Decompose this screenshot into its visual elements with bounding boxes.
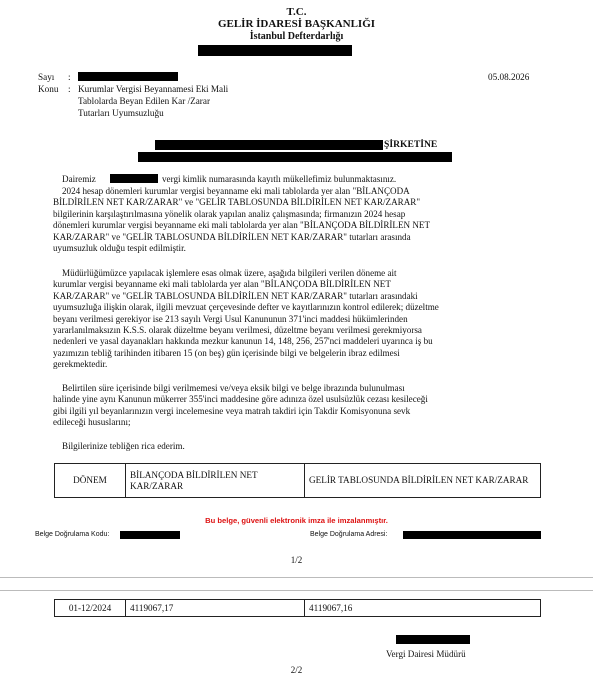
document-date: 05.08.2026	[488, 72, 530, 82]
konu-line: Tablolarda Beyan Edilen Kar /Zarar	[78, 96, 211, 106]
paragraph-2	[53, 268, 538, 371]
closing-sentence: Bilgilerinize tebliğen rica ederim.	[62, 441, 185, 451]
col-header-bilanco: BİLANÇODA BİLDİRİLEN NET KAR/ZARAR	[126, 464, 305, 498]
paragraph-1	[53, 186, 538, 254]
signer-title: Vergi Dairesi Müdürü	[386, 649, 466, 659]
text-line: gibi ilgili yıl beyanlarınızın vergi incelemesine veya matrah takdiri için Takdir Komisyonuna sevk	[53, 405, 411, 416]
text-line: beyanı verilmesi gerekiyor ise 213 sayılı Vergi Usul Kanununun 371'inci maddesi hükümlerinden	[53, 313, 408, 324]
text-line: KAR/ZARAR" ve "GELİR TABLOSUNDA BİLDİRİLEN NET KAR/ZARAR" tutarları arasında	[53, 231, 411, 242]
page-number-1: 1/2	[290, 555, 303, 565]
redacted-verification-code	[120, 531, 180, 539]
cell-gelir: 4119067,16	[305, 600, 541, 617]
col-header-gelir: GELİR TABLOSUNDA BİLDİRİLEN NET KAR/ZARAR	[305, 464, 541, 498]
konu-line: Tutarları Uyumsuzluğu	[78, 108, 164, 118]
text-line: halinde yine aynı Kanunun mükerrer 355'inci maddesine göre adınıza özel usulsüzlük cezası kesileceği	[53, 394, 428, 405]
verification-address-label: Belge Doğrulama Adresi:	[310, 531, 388, 538]
page-number-2: 2/2	[290, 665, 303, 675]
header-department: İstanbul Defterdarlığı	[249, 31, 344, 42]
sayi-label: Sayı	[38, 72, 55, 82]
text-line: Belirtilen süre içerisinde bilgi verilmemesi ve/veya eksik bilgi ve belge ibrazında bulunulması	[62, 383, 405, 393]
redacted-company	[155, 140, 383, 150]
redacted-sayi	[78, 72, 178, 81]
text-line: 2024 hesap dönemleri kurumlar vergisi beyanname eki mali tablolarda yer alan "BİLANÇODA	[62, 186, 410, 196]
text-line: edileceği hususlarını;	[53, 417, 131, 428]
text-line: Müdürlüğümüzce yapılacak işlemlere esas olmak üzere, aşağıda bilgileri verilen döneme ait	[62, 268, 397, 278]
col-header-donem: DÖNEM	[55, 464, 126, 498]
text-line: kurumlar vergisi beyanname eki mali tablolarda yer alan "BİLANÇODA BİLDİRİLEN NET	[53, 279, 391, 290]
page-divider	[0, 590, 593, 591]
redacted-signer-name	[396, 635, 470, 644]
konu-label: Konu	[38, 84, 59, 94]
text-line: BİLDİRİLEN NET KAR/ZARAR" ve "GELİR TABLOSUNDA BİLDİRİLEN NET KAR/ZARAR"	[53, 197, 421, 208]
konu-colon: :	[68, 84, 71, 94]
header-institution: GELİR İDARESİ BAŞKANLIĞI	[217, 18, 376, 30]
text-line: yararlanılmaksızın K.S.S. olarak düzeltme beyanı verilmesi, düzeltme beyanı verilmesi gerekmiyorsa	[53, 325, 422, 336]
recipient-suffix: ŞİRKETİNE	[384, 139, 438, 150]
text-line: uyumsuzluğa ilişkin olarak, ilgili mevzuat çerçevesinde defter ve kayıtlarınızın kontrol edilerek; düzeltme	[53, 302, 439, 313]
text-line: nedenleri ve yasal dayanakları hakkında mezkur kanunun 14, 148, 256, 257'nci maddeleri uyarınca iş bu	[53, 336, 433, 347]
p1-start: Dairemiz	[62, 174, 96, 184]
esign-note: Bu belge, güvenli elektronik imza ile imzalanmıştır.	[205, 516, 388, 525]
sayi-colon: :	[68, 72, 71, 82]
header-tc: T.C.	[286, 6, 307, 18]
page-divider	[0, 577, 593, 578]
results-table-header	[54, 463, 541, 498]
paragraph-3	[53, 383, 538, 429]
cell-bilanco: 4119067,17	[126, 600, 305, 617]
results-table-row	[54, 599, 541, 617]
redacted-company-line2	[138, 152, 452, 162]
text-line: gerekmektedir.	[53, 359, 108, 370]
text-line: uyumsuzluk olduğu tespit edilmiştir.	[53, 243, 186, 254]
verification-code-label: Belge Doğrulama Kodu:	[35, 531, 110, 538]
text-line: KAR/ZARAR" ve "GELİR TABLOSUNDA BİLDİRİLEN NET KAR/ZARAR" tutarları arasındaki	[53, 290, 418, 301]
p1-rest: vergi kimlik numarasında kayıtlı mükellefimiz bulunmaktasınız.	[162, 174, 397, 184]
text-line: dönemleri kurumlar vergisi beyanname eki mali tablolarda yer alan "BİLANÇODA BİLDİRİLEN NET	[53, 220, 431, 231]
text-line: yazımızın tebliğ tarihinden itibaren 15 (on beş) gün içerisinde bilgi ve belgelerin ibraz edilmesi	[53, 347, 400, 358]
cell-donem: 01-12/2024	[55, 600, 126, 617]
redacted-verification-address	[403, 531, 541, 539]
redacted-office	[198, 45, 352, 56]
redacted-vkn	[110, 174, 158, 183]
text-line: bilgilerinin karşılaştırılmasına yönelik olarak yapılan analiz çalışmasında; firmanızın 2024 hesap	[53, 208, 406, 219]
konu-line: Kurumlar Vergisi Beyannamesi Eki Mali	[78, 84, 229, 94]
